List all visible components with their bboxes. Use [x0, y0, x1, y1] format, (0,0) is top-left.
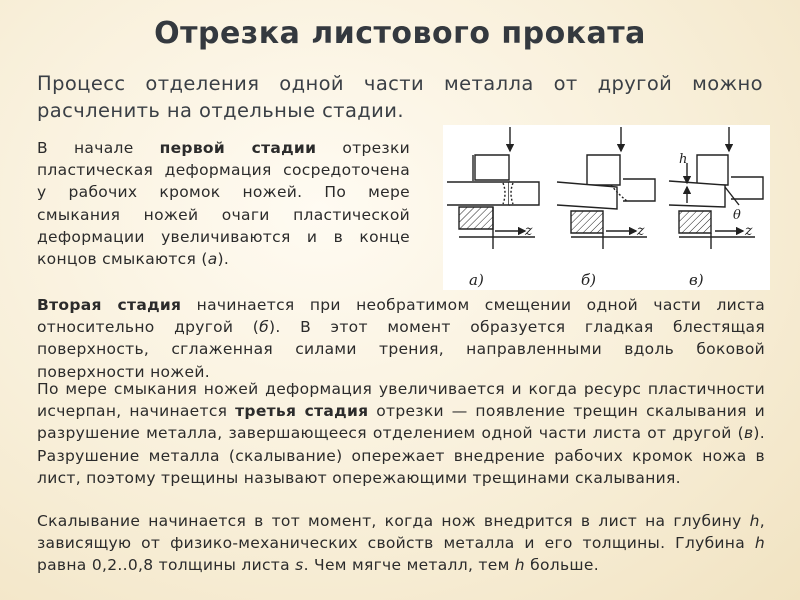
stage-a-label: а)	[469, 271, 484, 289]
text-span: ). Разрушение металла (скалывание) опережает внедрение рабочих кромок ножа в лист, поэтому трещины называют опережающими трещинами скалывания.	[37, 424, 765, 487]
symbol-h: h	[754, 534, 765, 553]
text-span: отрезки пластическая деформация сосредоточена у рабочих кромок ножей. По мере смыкания ножей очаги пластической деформации увеличиваются и в конце концов смыкаются (	[37, 139, 410, 269]
text-span: . Чем мягче металл, тем	[303, 556, 515, 575]
fig-ref-a: а	[207, 250, 218, 269]
text-span: Скалывание начинается в тот момент, когда нож внедрится в лист на глубину	[37, 512, 750, 530]
angle-label-theta: θ	[733, 208, 741, 223]
third-stage-term: третья стадия	[235, 402, 369, 421]
text-span: отрезки — появление трещин скалывания и разрушение металла, завершающееся отделением одной части листа от другой (	[37, 402, 765, 443]
text-span: равна 0,2..0,8 толщины листа	[37, 556, 296, 575]
symbol-h: h	[514, 556, 525, 575]
gap-label-a: z	[525, 223, 533, 239]
first-stage-term: первой стадии	[159, 139, 317, 157]
text-span: ). В этот момент образуется гладкая блестящая поверхность, сглаженная силами трения, направленными вдоль боковой поверхности ножей.	[37, 318, 765, 381]
text-span: больше.	[524, 556, 599, 575]
text-span: начинается при необратимом смещении одной части листа относительно другой (	[37, 296, 765, 337]
fig-ref-c: в	[743, 424, 754, 443]
text-span: В начале	[37, 139, 160, 157]
second-stage-paragraph	[37, 294, 765, 383]
shearing-depth-paragraph	[37, 510, 765, 577]
text-span: По мере смыкания ножей деформация увеличивается и когда ресурс пластичности исчерпан, начинается	[37, 380, 765, 421]
symbol-h: h	[749, 512, 760, 530]
first-stage-paragraph	[37, 137, 410, 270]
stage-b-label: б)	[581, 271, 597, 289]
third-stage-paragraph	[37, 378, 765, 489]
symbol-s: s	[295, 556, 304, 575]
shearing-diagram	[443, 125, 770, 290]
second-stage-term: Вторая стадия	[37, 296, 182, 314]
gap-label-c: z	[745, 223, 753, 239]
depth-label-h: h	[679, 152, 688, 167]
shearing-stages-figure	[443, 125, 770, 290]
intro-paragraph: Процесс отделения одной части металла от другой можно расчленить на отдельные стадии.	[37, 72, 763, 122]
stage-c-label: в)	[689, 271, 704, 289]
text-span: , зависящую от физико-механических свойств металла и его толщины. Глубина	[37, 512, 765, 553]
gap-label-b: z	[637, 223, 645, 239]
slide-title: Отрезка листового проката	[154, 16, 646, 51]
fig-ref-b: б	[259, 318, 270, 337]
text-span: ).	[217, 250, 230, 269]
